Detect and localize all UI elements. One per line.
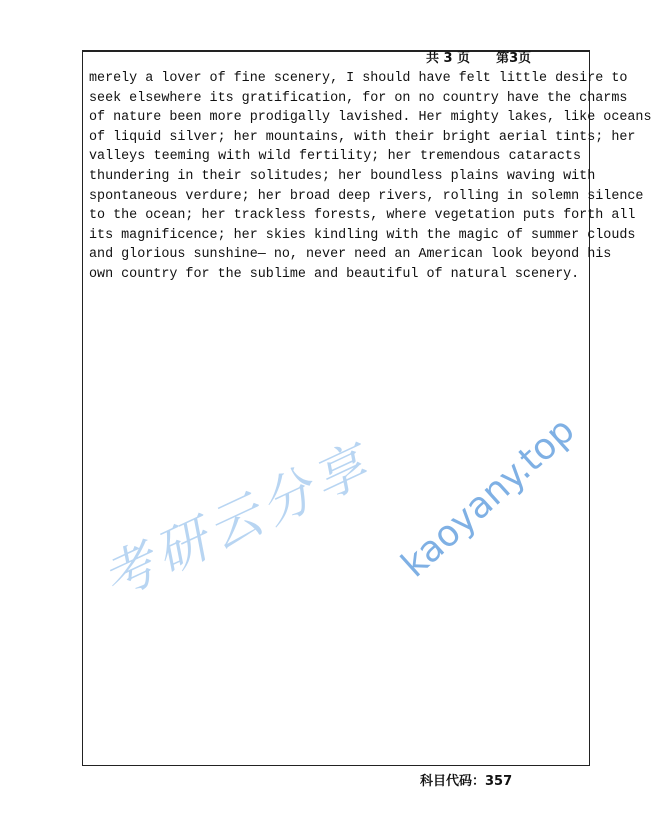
text-line: and glorious sunshine— no, never need an American look beyond his [89,247,612,263]
text-line: of liquid silver; her mountains, with their bright aerial tints; her [89,129,636,145]
total-pages: 共 3 页 [426,51,471,66]
text-line: merely a lover of fine scenery, I should have felt little desire to [89,71,628,86]
passage-text [89,69,652,285]
text-line: to the ocean; her trackless forests, where vegetation puts forth all [89,208,636,224]
text-line: of nature been more prodigally lavished. Her mighty lakes, like oceans [89,110,652,126]
text-line: valleys teeming with wild fertility; her tremendous cataracts [89,149,581,165]
text-line: thundering in their solitudes; her boundless plains waving with [89,168,596,184]
subject-code: 科目代码：357 [420,774,513,789]
page-info [426,51,531,66]
text-line: own country for the sublime and beautiful of natural scenery. [89,266,580,282]
text-line: its magnificence; her skies kindling with the magic of summer clouds [89,227,636,243]
watermark-chinese: 考研云分享 [93,433,382,611]
text-line: spontaneous verdure; her broad deep rivers, rolling in solemn silence [89,188,644,204]
current-page: 第3页 [496,51,532,66]
text-line: seek elsewhere its gratification, for on no country have the charms [89,90,628,106]
watermark-url: kaoyany.top [393,409,583,586]
